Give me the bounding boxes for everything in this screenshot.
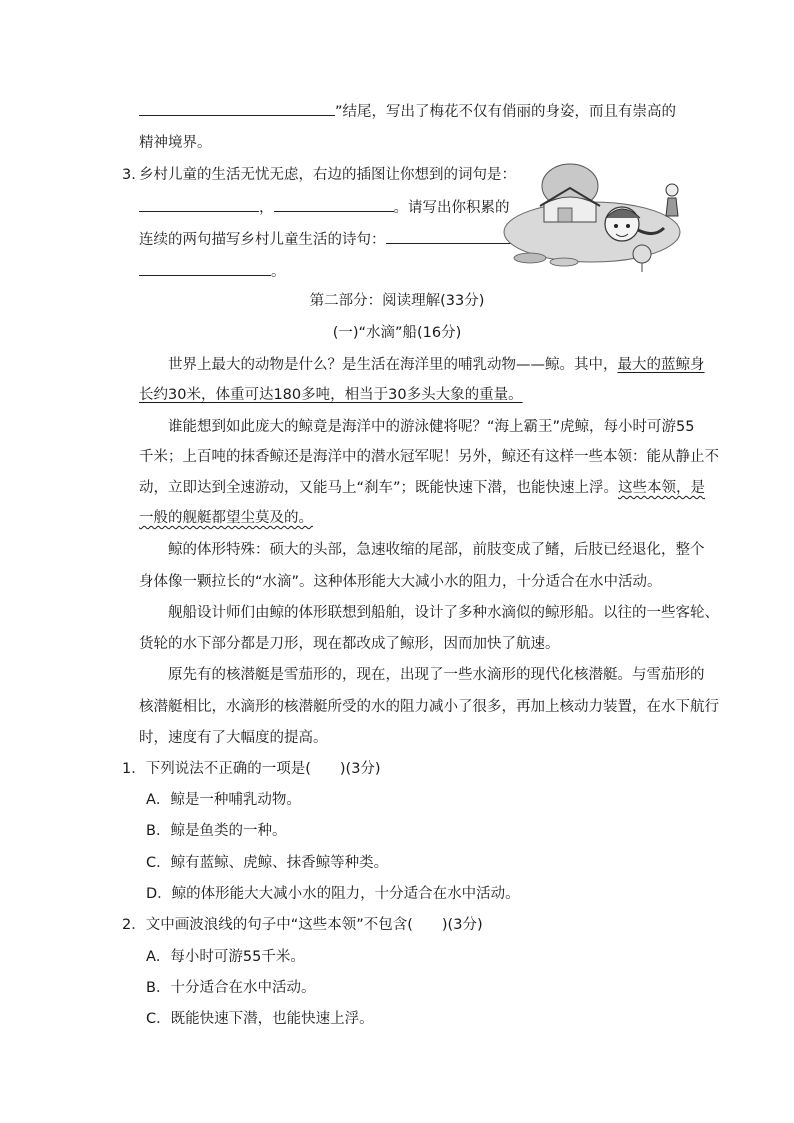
- passage-paragraph-2: 谁能想到如此庞大的鲸竟是海洋中的游泳健将呢？“海上霸王”虎鲸，每小时可游55: [168, 419, 695, 435]
- option-d[interactable]: D．鲸的体形能大大减小水的阻力，十分适合在水中活动。: [146, 886, 520, 902]
- question-3-last-blank: 。: [139, 261, 286, 282]
- answer-blank[interactable]: [139, 101, 335, 116]
- village-children-illustration: [500, 160, 682, 272]
- question-3-poem-line: 连续的两句描写乡村儿童生活的诗句：: [139, 229, 528, 250]
- passage-line: [139, 508, 313, 528]
- question-3-text: 乡村儿童的生活无忧无虑，右边的插图让你想到的词句是：: [139, 167, 516, 183]
- text-line: 精神境界。: [139, 135, 212, 151]
- option-c[interactable]: C．鲸有蓝鲸、虎鲸、抹香鲸等种类。: [146, 855, 389, 871]
- question-number: 3.: [122, 167, 136, 183]
- option-a[interactable]: A．鲸是一种哺乳动物。: [146, 792, 301, 808]
- passage-line: 货轮的水下部分都是刀形，现在都改成了鲸形，因而加快了航速。: [139, 636, 560, 652]
- answer-blank[interactable]: [139, 261, 271, 276]
- passage-line: 时，速度有了大幅度的提高。: [139, 730, 328, 746]
- passage-line: 千米；上百吨的抹香鲸还是海洋中的潜水冠军呢！另外，鲸还有这样一些本领：能从静止不: [139, 449, 719, 465]
- underlined-sentence: 长约30米，体重可达180多吨，相当于30多头大象的重量。: [139, 387, 523, 403]
- question-2-stem: 2．文中画波浪线的句子中“这些本领”不包含( )(3分): [122, 917, 483, 933]
- option-a[interactable]: A．每小时可游55千米。: [146, 949, 305, 965]
- option-c[interactable]: C．既能快速下潜，也能快速上浮。: [146, 1011, 374, 1027]
- passage-line: 动，立即达到全速游动，又能马上“刹车”；既能快速下潜，也能快速上浮。这些本领，是: [139, 480, 706, 496]
- answer-blank[interactable]: [386, 229, 514, 244]
- underlined-sentence: 最大的蓝鲸身: [617, 357, 705, 373]
- answer-blank[interactable]: [274, 197, 394, 212]
- wavy-underlined-sentence: 这些本领，是: [618, 480, 706, 496]
- passage-paragraph-5: 原先有的核潜艇是雪茄形的，现在，出现了一些水滴形的现代化核潜艇。与雪茄形的: [168, 667, 705, 683]
- passage-paragraph-4: 舰船设计师们由鲸的体形联想到船舶，设计了多种水滴似的鲸形船。以往的一些客轮、: [168, 605, 719, 621]
- option-b[interactable]: B．鲸是鱼类的一种。: [146, 823, 287, 839]
- section-heading: 第二部分：阅读理解(33分): [309, 293, 485, 309]
- option-b[interactable]: B．十分适合在水中活动。: [146, 980, 316, 996]
- passage-title: (一)“水滴”船(16分): [332, 325, 462, 341]
- question-3-blanks: ， 。请写出你积累的: [139, 197, 510, 218]
- answer-blank[interactable]: [139, 197, 259, 212]
- passage-line: [139, 385, 523, 405]
- wavy-underlined-sentence: 一般的舰艇都望尘莫及的。: [139, 510, 313, 526]
- passage-line: 身体像一颗拉长的“水滴”。这种体形能大大减小水的阻力，十分适合在水中活动。: [139, 574, 662, 590]
- passage-line: 核潜艇相比，水滴形的核潜艇所受的水的阻力减小了很多，再加上核动力装置，在水下航行: [139, 699, 719, 715]
- question-1-stem: 1．下列说法不正确的一项是( )(3分): [122, 761, 381, 777]
- passage-paragraph-1: 世界上最大的动物是什么？是生活在海洋里的哺乳动物——鲸。其中，最大的蓝鲸身: [168, 357, 705, 373]
- poem-answer-line: ”结尾，写出了梅花不仅有俏丽的身姿，而且有崇高的: [139, 101, 676, 122]
- passage-paragraph-3: 鲸的体形特殊：硕大的头部，急速收缩的尾部，前肢变成了鳍，后肢已经退化，整个: [168, 542, 705, 558]
